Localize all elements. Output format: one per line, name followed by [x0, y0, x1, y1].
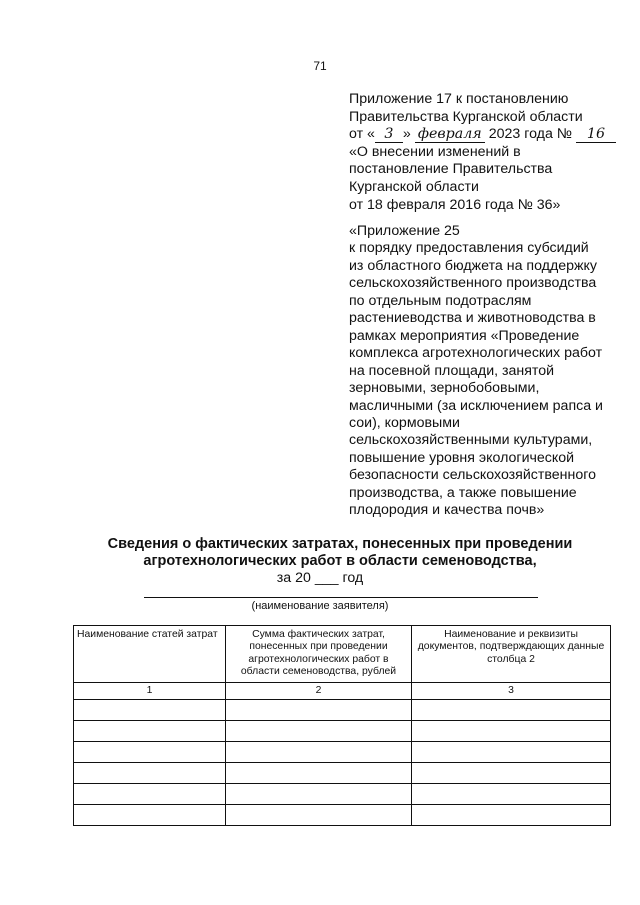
- appendix-header: [349, 91, 611, 214]
- appendix-basis: [349, 223, 611, 520]
- table-cell: [226, 700, 412, 721]
- appendix-line-2: Правительства Курганской области: [349, 108, 583, 125]
- basis-line: растениеводства и животноводства в: [349, 310, 596, 327]
- appendix-line-7: от 18 февраля 2016 года № 36»: [349, 196, 561, 213]
- basis-line: зерновыми, зернобобовыми,: [349, 380, 540, 397]
- table-cell: [226, 784, 412, 805]
- table-cell: [74, 742, 226, 763]
- table-cell: [412, 784, 611, 805]
- applicant-caption: (наименование заявителя): [251, 600, 389, 612]
- table-cell: [226, 742, 412, 763]
- basis-line: по отдельным подотраслям: [349, 292, 532, 309]
- basis-line: производства, а также повышение: [349, 484, 577, 501]
- basis-line: из областного бюджета на поддержку: [349, 257, 597, 274]
- applicant-name-line: [144, 597, 538, 598]
- basis-line: сельскохозяйственного производства: [349, 275, 597, 292]
- basis-line: масличными (за исключением рапса и: [349, 397, 603, 414]
- basis-line: «Приложение 25: [349, 223, 460, 239]
- column-number: 2: [226, 683, 412, 700]
- basis-line: безопасности сельскохозяйственного: [349, 467, 596, 484]
- appendix-line-5: постановление Правительства: [349, 161, 553, 178]
- table-row: [74, 763, 611, 784]
- handwritten-number: 16: [576, 127, 616, 143]
- costs-table: [73, 625, 611, 826]
- appendix-line-6: Курганской области: [349, 178, 479, 195]
- form-title: [60, 536, 620, 570]
- appendix-line-1: Приложение 17 к постановлению: [349, 91, 569, 107]
- basis-line: комплекса агротехнологических работ: [349, 345, 603, 362]
- basis-line: плодородия и качества почв»: [349, 502, 545, 519]
- basis-line: сельскохозяйственными культурами,: [349, 432, 593, 449]
- table-row: [74, 742, 611, 763]
- date-prefix: от «: [349, 126, 375, 143]
- table-cell: [74, 763, 226, 784]
- header-documents: Наименование и реквизиты документов, подтверждающих данные столбца 2: [412, 626, 611, 683]
- handwritten-day: 3: [375, 127, 403, 143]
- table-row: [74, 805, 611, 826]
- table-row: [74, 721, 611, 742]
- year-text: 2023 года №: [488, 126, 572, 143]
- table-cell: [412, 721, 611, 742]
- page-number: 71: [313, 59, 327, 73]
- basis-line: к порядку предоставления субсидий: [349, 240, 589, 257]
- column-number: 3: [412, 683, 611, 700]
- table-cell: [226, 805, 412, 826]
- form-title-line-1: Сведения о фактических затратах, понесенных при проведении: [107, 536, 573, 552]
- table-row: [74, 784, 611, 805]
- table-cell: [412, 742, 611, 763]
- appendix-date-line: [349, 126, 611, 144]
- header-cost-items: Наименование статей затрат: [74, 626, 226, 683]
- table-cell: [74, 805, 226, 826]
- form-title-line-2: агротехнологических работ в области семеноводства,: [143, 553, 537, 569]
- basis-line: повышение уровня экологической: [349, 449, 575, 466]
- date-mid: »: [402, 126, 411, 143]
- header-actual-costs: Сумма фактических затрат, понесенных при проведении агротехнологических работ в области семеноводства, рублей: [226, 626, 412, 683]
- table-cell: [412, 805, 611, 826]
- table-cell: [74, 721, 226, 742]
- column-number: 1: [74, 683, 226, 700]
- table-cell: [226, 721, 412, 742]
- table-cell: [412, 700, 611, 721]
- table-header-row: [74, 626, 611, 683]
- table-cell: [74, 700, 226, 721]
- basis-line: на посевной площади, занятой: [349, 362, 555, 379]
- table-cell: [74, 784, 226, 805]
- table-cell: [226, 763, 412, 784]
- form-year-line: за 20 ___ год: [276, 570, 364, 586]
- handwritten-month: февраля: [415, 127, 485, 143]
- basis-line: сои), кормовыми: [349, 414, 460, 431]
- basis-line: рамках мероприятия «Проведение: [349, 327, 580, 344]
- column-number-row: [74, 683, 611, 700]
- table-cell: [412, 763, 611, 784]
- table-row: [74, 700, 611, 721]
- appendix-line-4: «О внесении изменений в: [349, 143, 521, 160]
